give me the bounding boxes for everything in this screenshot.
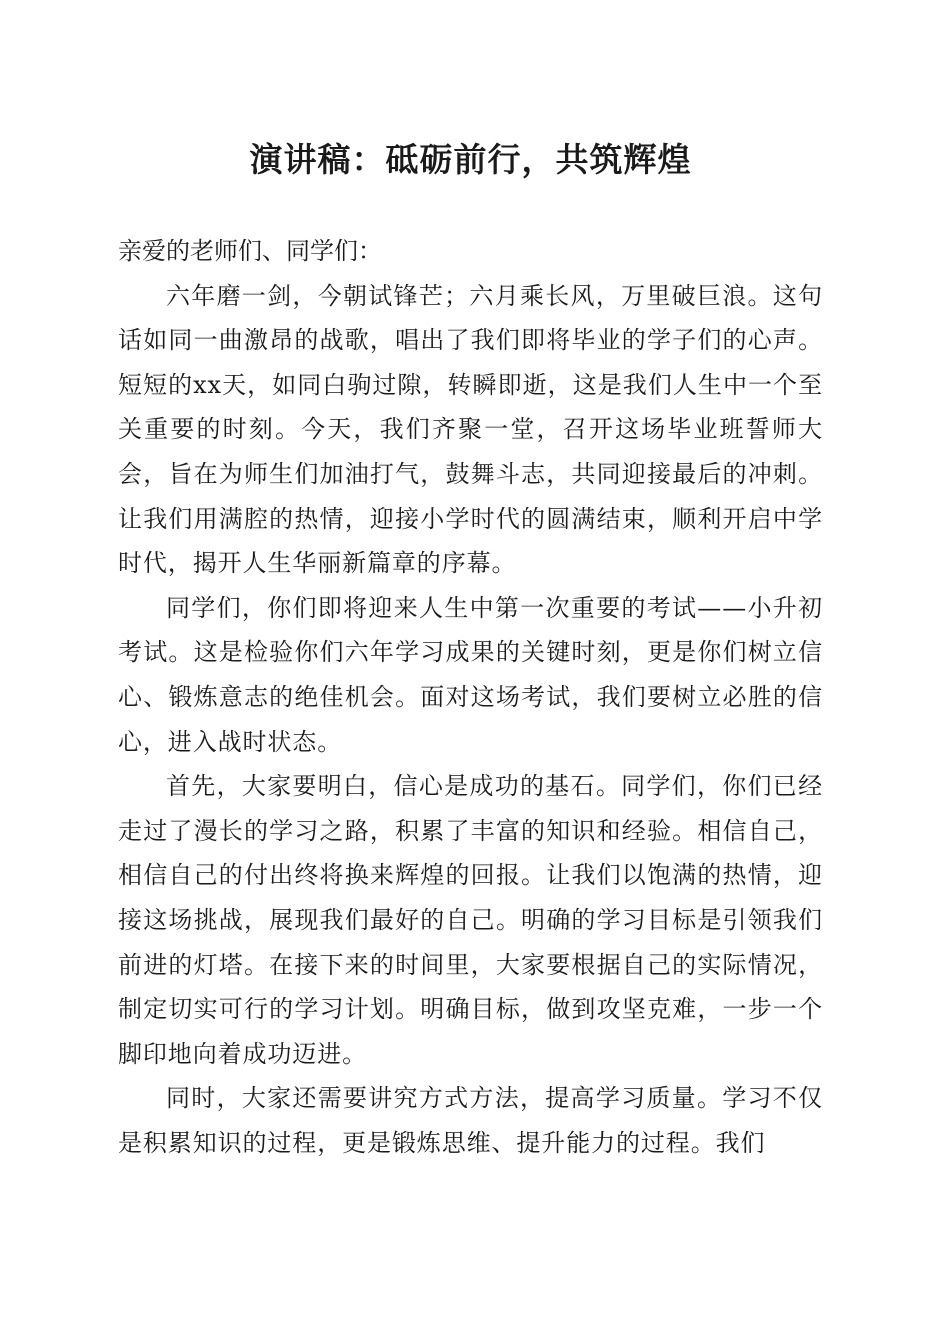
paragraph-1: 六年磨一剑，今朝试锋芒；六月乘长风，万里破巨浪。这句话如同一曲激昂的战歌，唱出了我们即将毕业的学子们的心声。短短的xx天，如同白驹过隙，转瞬即逝，这是我们人生中一个至关重要的时刻。今天，我们齐聚一堂，召开这场毕业班誓师大会，旨在为师生们加油打气，鼓舞斗志，共同迎接最后的冲刺。让我们用满腔的热情，迎接小学时代的圆满结束，顺利开启中学时代，揭开人生华丽新篇章的序幕。	[118, 281, 823, 578]
paragraph-3: 首先，大家要明白，信心是成功的基石。同学们，你们已经走过了漫长的学习之路，积累了丰富的知识和经验。相信自己，相信自己的付出终将换来辉煌的回报。让我们以饱满的热情，迎接这场挑战，展现我们最好的自己。明确的学习目标是引领我们前进的灯塔。在接下来的时间里，大家要根据自己的实际情况，制定切实可行的学习计划。明确目标，做到攻坚克难，一步一个脚印地向着成功迈进。	[118, 772, 823, 1068]
document-body	[118, 229, 823, 1165]
document-title: 演讲稿：砥砺前行，共筑辉煌	[249, 140, 692, 179]
greeting-line: 亲爱的老师们、同学们：	[118, 237, 382, 265]
paragraph-2: 同学们，你们即将迎来人生中第一次重要的考试——小升初考试。这是检验你们六年学习成果的关键时刻，更是你们树立信心、锻炼意志的绝佳机会。面对这场考试，我们要树立必胜的信心，进入战时状态。	[118, 593, 823, 756]
paragraph-4: 同时，大家还需要讲究方式方法，提高学习质量。学习不仅是积累知识的过程，更是锻炼思维、提升能力的过程。我们	[118, 1084, 823, 1157]
